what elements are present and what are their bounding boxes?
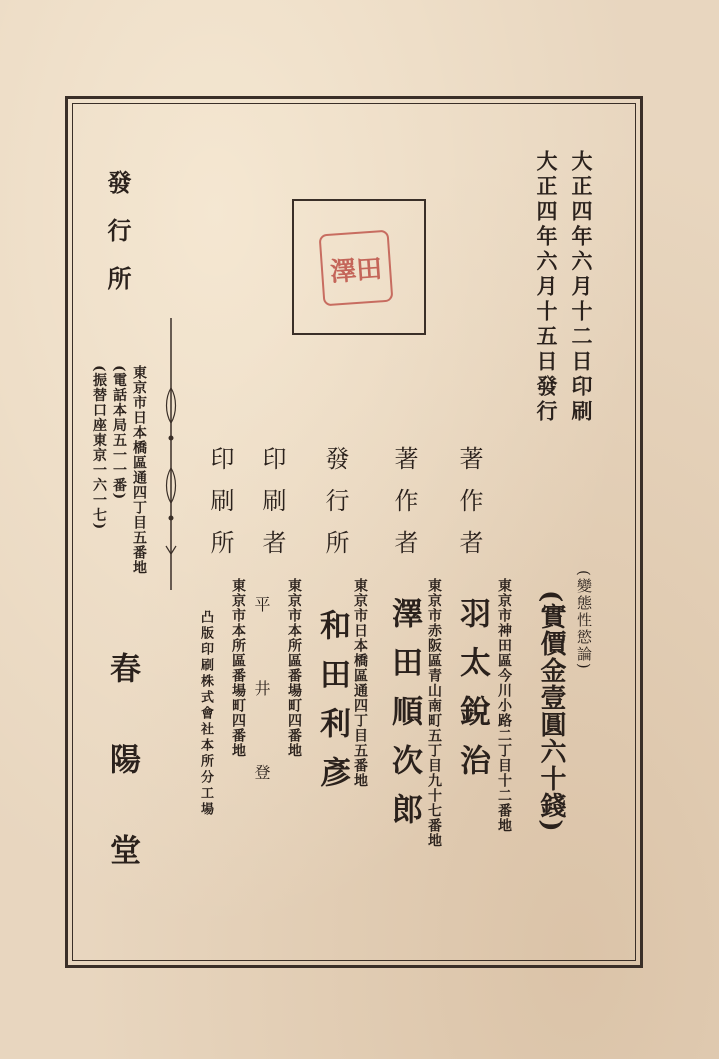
credit-address-printer: 東京市本所區番場町四番地 <box>286 578 302 758</box>
credit-role-print-shop: 印刷所 <box>206 446 234 572</box>
credit-name-author-1: 羽太銳治 <box>454 597 490 793</box>
publisher-phone: (電話本局五一一番) <box>111 365 127 501</box>
credit-role-author-2: 著作者 <box>390 446 418 572</box>
ornamental-divider <box>163 318 179 590</box>
credit-role-printer: 印刷者 <box>258 446 286 572</box>
credit-role-author-1: 著作者 <box>455 446 483 572</box>
print-date: 大正四年六月十二日印刷 <box>569 150 594 425</box>
publisher-account: (振替口座東京一六一七) <box>91 365 107 531</box>
publisher-address: 東京市日本橋區通四丁目五番地 <box>131 365 147 575</box>
credit-address-publisher: 東京市日本橋區通四丁目五番地 <box>352 578 368 788</box>
credit-name-author-2: 澤田順次郎 <box>386 597 422 842</box>
credit-name-publisher: 和田利彥 <box>314 609 350 805</box>
credit-role-publisher: 發行所 <box>321 446 349 572</box>
credit-name-print-shop: 凸版印刷株式會社本所分工場 <box>198 610 213 818</box>
seal-text: 澤田 <box>329 253 384 288</box>
price-label: (實價金壹圓六十錢) <box>536 590 566 833</box>
publish-date: 大正四年六月十五日發行 <box>534 150 559 425</box>
credit-address-print-shop: 東京市本所區番場町四番地 <box>230 578 246 758</box>
credit-address-author-1: 東京市神田區今川小路二丁目十二番地 <box>496 578 512 833</box>
book-subtitle: (變態性慾論) <box>575 570 593 671</box>
publisher-name: 春陽堂 <box>104 652 140 925</box>
credit-address-author-2: 東京市赤阪區青山南町五丁目九十七番地 <box>426 578 442 848</box>
author-seal-stamp <box>319 230 394 307</box>
publisher-label: 發行所 <box>103 170 132 314</box>
credit-name-printer: 平井登 <box>252 596 271 848</box>
